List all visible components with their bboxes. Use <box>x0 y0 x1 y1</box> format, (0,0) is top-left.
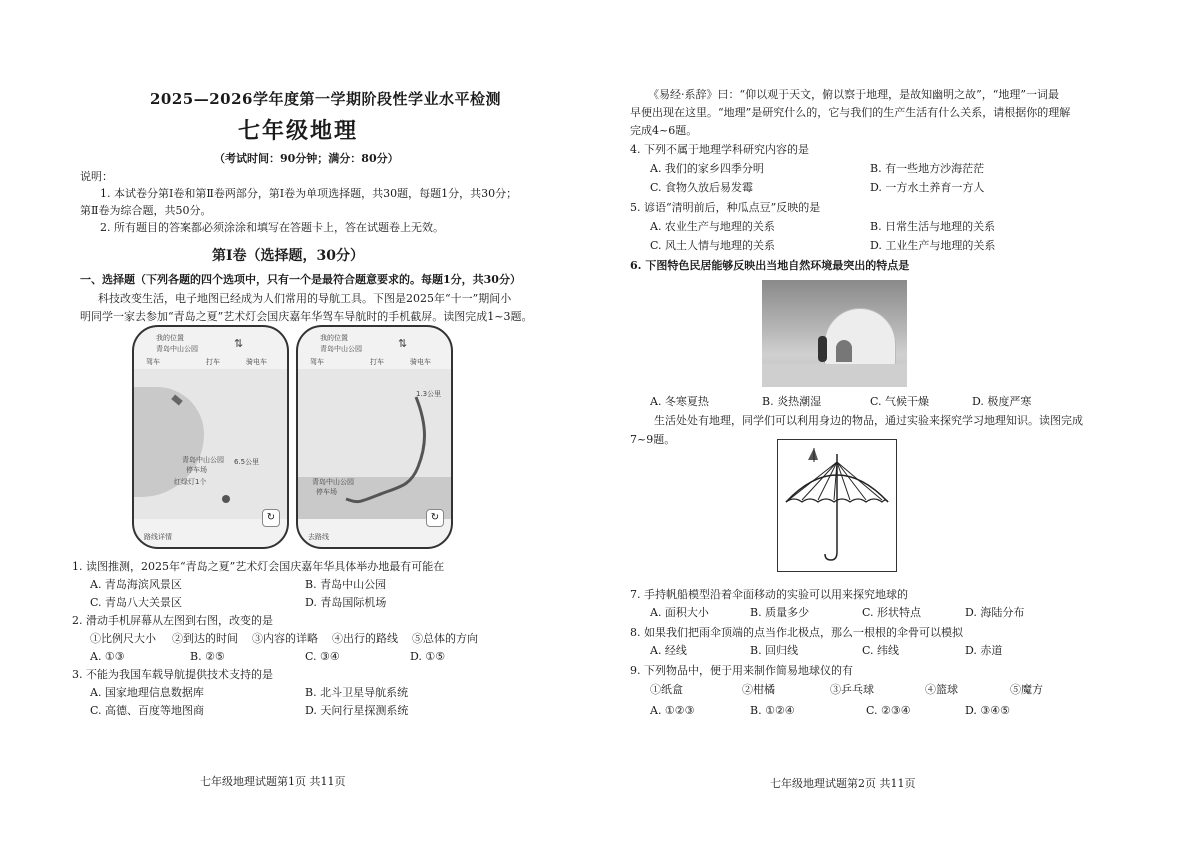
q5-option-d: D. 工业生产与地理的关系 <box>870 239 996 252</box>
map-label-parking: 停车场 <box>186 466 207 474</box>
question-6: 6. 下图特色民居能够反映出当地自然环境最突出的特点是 <box>630 259 910 272</box>
q6-option-a: A. 冬寒夏热 <box>650 395 709 408</box>
q4-option-c: C. 食物久放后易发霉 <box>650 181 754 194</box>
notes-label: 说明： <box>80 170 113 183</box>
tab-taxi[interactable]: 打车 <box>370 358 384 366</box>
question-3: 3. 不能为我国车载导航提供技术支持的是 <box>72 668 273 681</box>
q3-option-b: B. 北斗卫星导航系统 <box>305 686 409 699</box>
map-label-lights: 红绿灯1个 <box>174 478 207 486</box>
question-7: 7. 手持帆船模型沿着伞面移动的实验可以用来探究地球的 <box>630 588 908 601</box>
tab-ebike[interactable]: 骑电车 <box>410 358 431 366</box>
tab-drive[interactable]: 驾车 <box>310 358 324 366</box>
section-1-heading: 第Ⅰ卷（选择题，30分） <box>212 248 365 264</box>
q1-option-c: C. 青岛八大关景区 <box>90 596 183 609</box>
q3-option-d: D. 天问行星探测系统 <box>305 704 409 717</box>
subject-title: 七年级地理 <box>238 118 359 144</box>
route-details-link[interactable]: 路线详情 <box>144 533 172 541</box>
q9-option-b: B. ①②④ <box>750 704 795 717</box>
phone-screenshot-right <box>296 325 453 549</box>
tab-taxi[interactable]: 打车 <box>206 358 220 366</box>
right-page <box>600 0 1200 849</box>
q2-item-5: ⑤总体的方向 <box>412 632 478 645</box>
umbrella-drawing <box>778 440 896 571</box>
swap-icon[interactable]: ⇅ <box>234 337 244 350</box>
intro2-line1: 生活处处有地理，同学们可以利用身边的物品，通过实验来探究学习地理知识。读图完成 <box>654 414 1083 427</box>
q6-option-c: C. 气候干燥 <box>870 395 930 408</box>
q2-option-a: A. ①③ <box>90 650 125 663</box>
intro-paragraph-line1: 科技改变生活，电子地图已经成为人们常用的导航工具。下图是2025年“十一”期间小 <box>98 292 512 305</box>
note-1b: 第Ⅱ卷为综合题，共50分。 <box>80 204 212 217</box>
q7-option-d: D. 海陆分布 <box>965 606 1025 619</box>
q2-option-c: C. ③④ <box>305 650 340 663</box>
map-label-park: 青岛中山公园 <box>182 456 224 464</box>
intro-line2: 早便出现在这里。“地理”是研究什么的，它与我们的生产生活有什么关系，请根据你的理解 <box>630 106 1071 119</box>
destination-label: 青岛中山公园 <box>320 345 362 353</box>
q2-option-b: B. ②⑤ <box>190 650 225 663</box>
q7-option-a: A. 面积大小 <box>650 606 709 619</box>
q8-option-d: D. 赤道 <box>965 644 1003 657</box>
map-label-parking: 停车场 <box>316 488 337 496</box>
refresh-icon[interactable]: ↻ <box>426 509 444 527</box>
q9-option-c: C. ②③④ <box>866 704 911 717</box>
q9-item-4: ④篮球 <box>925 683 958 696</box>
part-1-instructions: 一、选择题（下列各题的四个选项中，只有一个是最符合题意要求的。每题1分，共30分） <box>80 273 521 286</box>
snow-ground <box>762 364 907 387</box>
page-footer-left: 七年级地理试题第1页 共11页 <box>200 775 346 788</box>
intro-line1: 《易经·系辞》曰：“仰以观于天文，俯以察于地理，是故知幽明之故”，“地理”一词最 <box>648 88 1059 101</box>
q7-option-c: C. 形状特点 <box>862 606 922 619</box>
page-footer-right: 七年级地理试题第2页 共11页 <box>770 777 916 790</box>
intro2-line2: 7~9题。 <box>630 433 676 446</box>
q2-item-2: ②到达的时间 <box>172 632 238 645</box>
refresh-icon[interactable]: ↻ <box>262 509 280 527</box>
q9-option-a: A. ①②③ <box>650 704 695 717</box>
q5-option-a: A. 农业生产与地理的关系 <box>650 220 775 233</box>
q5-option-c: C. 风土人情与地理的关系 <box>650 239 776 252</box>
q2-item-4: ④出行的路线 <box>332 632 398 645</box>
igloo-photo <box>762 280 907 387</box>
question-1: 1. 读图推测，2025年“青岛之夏”艺术灯会国庆嘉年华具体举办地最有可能在 <box>72 560 445 573</box>
route-pin-icon <box>222 495 230 503</box>
q9-item-5: ⑤魔方 <box>1010 683 1043 696</box>
q2-item-3: ③内容的详略 <box>252 632 318 645</box>
q2-item-1: ①比例尺大小 <box>90 632 156 645</box>
q6-option-b: B. 炎热潮湿 <box>762 395 822 408</box>
q3-option-a: A. 国家地理信息数据库 <box>90 686 204 699</box>
q6-option-d: D. 极度严寒 <box>972 395 1032 408</box>
question-8: 8. 如果我们把雨伞顶端的点当作北极点，那么一根根的伞骨可以模拟 <box>630 626 963 639</box>
q1-option-a: A. 青岛海滨风景区 <box>90 578 182 591</box>
tab-ebike[interactable]: 骑电车 <box>246 358 267 366</box>
q8-option-b: B. 回归线 <box>750 644 799 657</box>
q4-option-d: D. 一方水土养育一方人 <box>870 181 985 194</box>
map-label-park: 青岛中山公园 <box>312 478 354 486</box>
q9-item-2: ②柑橘 <box>742 683 775 696</box>
intro-paragraph-line2: 明同学一家去参加“青岛之夏”艺术灯会国庆嘉年华驾车导航时的手机截屏。读图完成1~3题。 <box>80 310 533 323</box>
igloo-entrance <box>836 340 852 362</box>
exam-info: （考试时间：90分钟；满分：80分） <box>214 152 399 165</box>
q9-item-1: ①纸盒 <box>650 683 683 696</box>
q4-option-a: A. 我们的家乡四季分明 <box>650 162 764 175</box>
origin-label: 我的位置 <box>320 334 348 342</box>
exam-title: 2025—2026学年度第一学期阶段性学业水平检测 <box>150 90 501 108</box>
origin-label: 我的位置 <box>156 334 184 342</box>
phone-screenshot-left <box>132 325 289 549</box>
question-2: 2. 滑动手机屏幕从左图到右图，改变的是 <box>72 614 273 627</box>
destination-label: 青岛中山公园 <box>156 345 198 353</box>
go-route-link[interactable]: 去路线 <box>308 533 329 541</box>
q1-option-b: B. 青岛中山公园 <box>305 578 387 591</box>
q5-option-b: B. 日常生活与地理的关系 <box>870 220 996 233</box>
q7-option-b: B. 质量多少 <box>750 606 810 619</box>
q8-option-a: A. 经线 <box>650 644 687 657</box>
question-5: 5. 谚语“清明前后，种瓜点豆”反映的是 <box>630 201 821 214</box>
intro-line3: 完成4~6题。 <box>630 124 698 137</box>
person-figure <box>818 336 827 362</box>
q4-option-b: B. 有一些地方沙海茫茫 <box>870 162 985 175</box>
q9-item-3: ③乒乓球 <box>830 683 874 696</box>
tab-drive[interactable]: 驾车 <box>146 358 160 366</box>
umbrella-figure <box>777 439 897 572</box>
question-9: 9. 下列物品中，便于用来制作简易地球仪的有 <box>630 664 853 677</box>
q2-option-d: D. ①⑤ <box>410 650 446 663</box>
igloo-dome <box>824 308 896 366</box>
q3-option-c: C. 高德、百度等地图商 <box>90 704 205 717</box>
q1-option-d: D. 青岛国际机场 <box>305 596 387 609</box>
note-1a: 1. 本试卷分第Ⅰ卷和第Ⅱ卷两部分，第Ⅰ卷为单项选择题，共30题，每题1分，共30分； <box>100 187 518 200</box>
swap-icon[interactable]: ⇅ <box>398 337 408 350</box>
note-2: 2. 所有题目的答案都必须涂涂和填写在答题卡上，答在试题卷上无效。 <box>100 221 444 234</box>
q9-option-d: D. ③④⑤ <box>965 704 1011 717</box>
map-label-distance: 6.5公里 <box>234 458 260 466</box>
map-label-distance: 1.3公里 <box>416 390 442 398</box>
q8-option-c: C. 纬线 <box>862 644 900 657</box>
question-4: 4. 下列不属于地理学科研究内容的是 <box>630 143 809 156</box>
